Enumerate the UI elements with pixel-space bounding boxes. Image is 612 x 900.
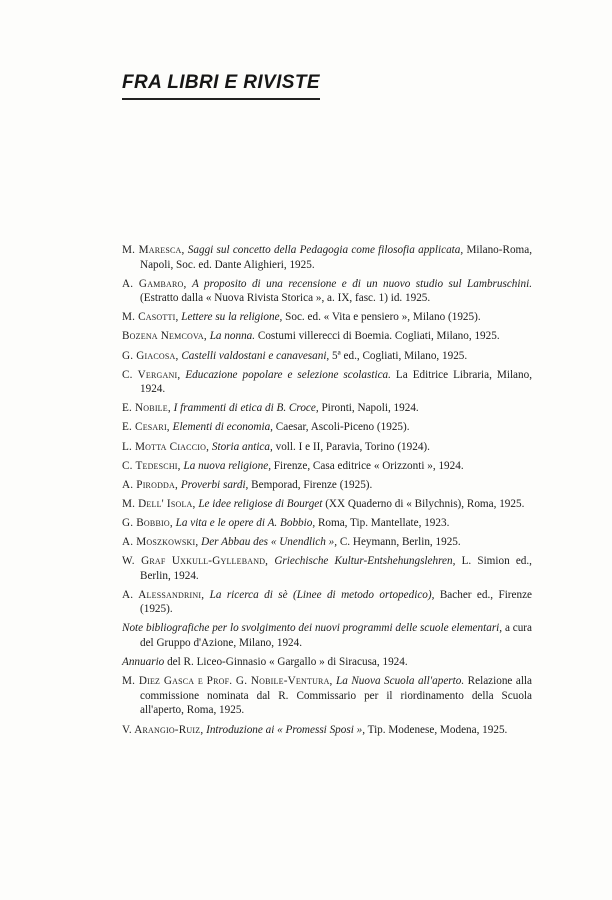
bibliography-entry (122, 588, 532, 617)
entry-details: Milano-Roma, Napoli, Soc. ed. Dante Alighieri, 1925. (140, 244, 533, 271)
bibliography-entry (122, 349, 532, 364)
bibliography-entry (122, 621, 532, 650)
bibliography-entry (122, 554, 532, 583)
entry-author: G. Bobbio, (122, 516, 173, 529)
entry-author: A. Gambaro, (122, 277, 187, 290)
bibliography-list (122, 243, 532, 742)
bibliography-entry (122, 655, 532, 670)
bibliography-entry (122, 310, 532, 325)
entry-details: L. Simion ed., Berlin, 1924. (140, 555, 532, 582)
bibliography-entry (122, 329, 532, 344)
entry-title: A proposito di una recensione e di un nuovo studio sul Lambruschini. (191, 277, 533, 290)
entry-title: Saggi sul concetto della Pedagogia come filosofia applicata, (187, 244, 464, 256)
entry-details: (XX Quaderno di « Bilychnis), Roma, 1925. (325, 497, 525, 510)
entry-title: Griechische Kultur-Entshehungslehren, (274, 555, 456, 568)
entry-details: Costumi villerecci di Boemia. Cogliati, Milano, 1925. (257, 330, 500, 343)
bibliography-entry (122, 420, 532, 435)
section-header (122, 72, 320, 100)
entry-author: A. Alessandrini, (122, 588, 205, 601)
entry-details: 5ª ed., Cogliati, Milano, 1925. (332, 349, 468, 362)
entry-author: L. Motta Ciaccio, (122, 440, 210, 453)
bibliography-entry (122, 277, 532, 306)
entry-title: Elementi di economia, (172, 421, 273, 434)
bibliography-entry (122, 368, 532, 397)
entry-title: Educazione popolare e selezione scolastica. (185, 368, 391, 381)
bibliography-entry (122, 723, 532, 738)
entry-title: La Nuova Scuola all'aperto. (336, 675, 465, 688)
bibliography-entry (122, 674, 532, 718)
entry-details: a cura del Gruppo d'Azione, Milano, 1924. (140, 622, 532, 650)
entry-details: Soc. ed. « Vita e pensiero », Milano (1925). (285, 311, 481, 324)
section-title: FRA LIBRI E RIVISTE (122, 72, 320, 93)
entry-title: Annuario (122, 656, 165, 669)
entry-title: Storia antica, (211, 440, 273, 453)
entry-details: C. Heymann, Berlin, 1925. (339, 536, 461, 548)
entry-author: V. Arangio-Ruiz, (122, 723, 204, 736)
entry-title: La nuova religione, (183, 459, 271, 472)
entry-author: E. Nobile, (122, 402, 171, 415)
entry-author: A. Moszkowski, (122, 536, 199, 548)
entry-title: Der Abbau des « Unendlich », (201, 536, 338, 548)
entry-details: Roma, Tip. Mantellate, 1923. (317, 516, 450, 529)
entry-title: I frammenti di etica di B. Croce, (173, 402, 319, 415)
entry-details: Tip. Modenese, Modena, 1925. (367, 723, 508, 736)
entry-title: Le idee religiose di Bourget (198, 497, 323, 510)
entry-details: (Estratto dalla « Nuova Rivista Storica », a. IX, fasc. 1) id. 1925. (140, 292, 431, 305)
entry-author: E. Cesari, (122, 421, 170, 434)
entry-details: Caesar, Ascoli-Piceno (1925). (275, 421, 410, 434)
bibliography-entry (122, 535, 532, 550)
title-underline (122, 98, 320, 100)
entry-details: Firenze, Casa editrice « Orizzonti », 1924. (273, 459, 464, 472)
entry-details: Bacher ed., Firenze (1925). (140, 588, 533, 616)
entry-details: Pironti, Napoli, 1924. (321, 402, 419, 415)
entry-author: C. Vergani, (122, 368, 181, 381)
entry-details: Relazione alla commissione nominata dal R. Commissario per il riordinamento della Scuola all'aperto, Roma, 1925. (140, 675, 533, 717)
entry-author: M. Casotti, (122, 311, 179, 324)
entry-details: Bemporad, Firenze (1925). (251, 478, 373, 491)
bibliography-entry (122, 459, 532, 474)
entry-title: Note bibliografiche per lo svolgimento dei nuovi programmi delle scuole elementari, (122, 622, 503, 635)
entry-title: Lettere su la religione, (181, 311, 283, 324)
bibliography-entry (122, 243, 532, 272)
entry-author: A. Pirodda, (122, 478, 179, 491)
entry-author: Bozena Nemcova, (122, 330, 207, 343)
entry-author: W. Graf Uxkull-Gylleband, (122, 555, 269, 568)
bibliography-entry (122, 497, 532, 512)
entry-title: Castelli valdostani e canavesani, (181, 349, 330, 362)
bibliography-entry (122, 478, 532, 493)
bibliography-entry (122, 401, 532, 416)
entry-author: M. Dell' Isola, (122, 497, 196, 510)
entry-author: M. Maresca, (122, 244, 185, 256)
entry-details: del R. Liceo-Ginnasio « Gargallo » di Siracusa, 1924. (167, 656, 408, 669)
entry-author: M. Diez Gasca e Prof. G. Nobile-Ventura, (122, 675, 333, 688)
bibliography-entry (122, 440, 532, 455)
entry-title: Introduzione ai « Promessi Sposi », (206, 723, 366, 736)
entry-details: voll. I e II, Paravia, Torino (1924). (275, 440, 430, 453)
entry-details: La Editrice Libraria, Milano, 1924. (140, 368, 533, 396)
bibliography-entry (122, 516, 532, 531)
entry-title: La nonna. (209, 330, 256, 343)
entry-author: C. Tedeschi, (122, 459, 181, 472)
entry-author: G. Giacosa, (122, 349, 179, 362)
entry-title: La vita e le opere di A. Bobbio, (175, 516, 316, 529)
entry-title: Proverbi sardi, (180, 478, 249, 491)
entry-title: La ricerca di sè (Linee di metodo ortopedico), (209, 588, 435, 601)
